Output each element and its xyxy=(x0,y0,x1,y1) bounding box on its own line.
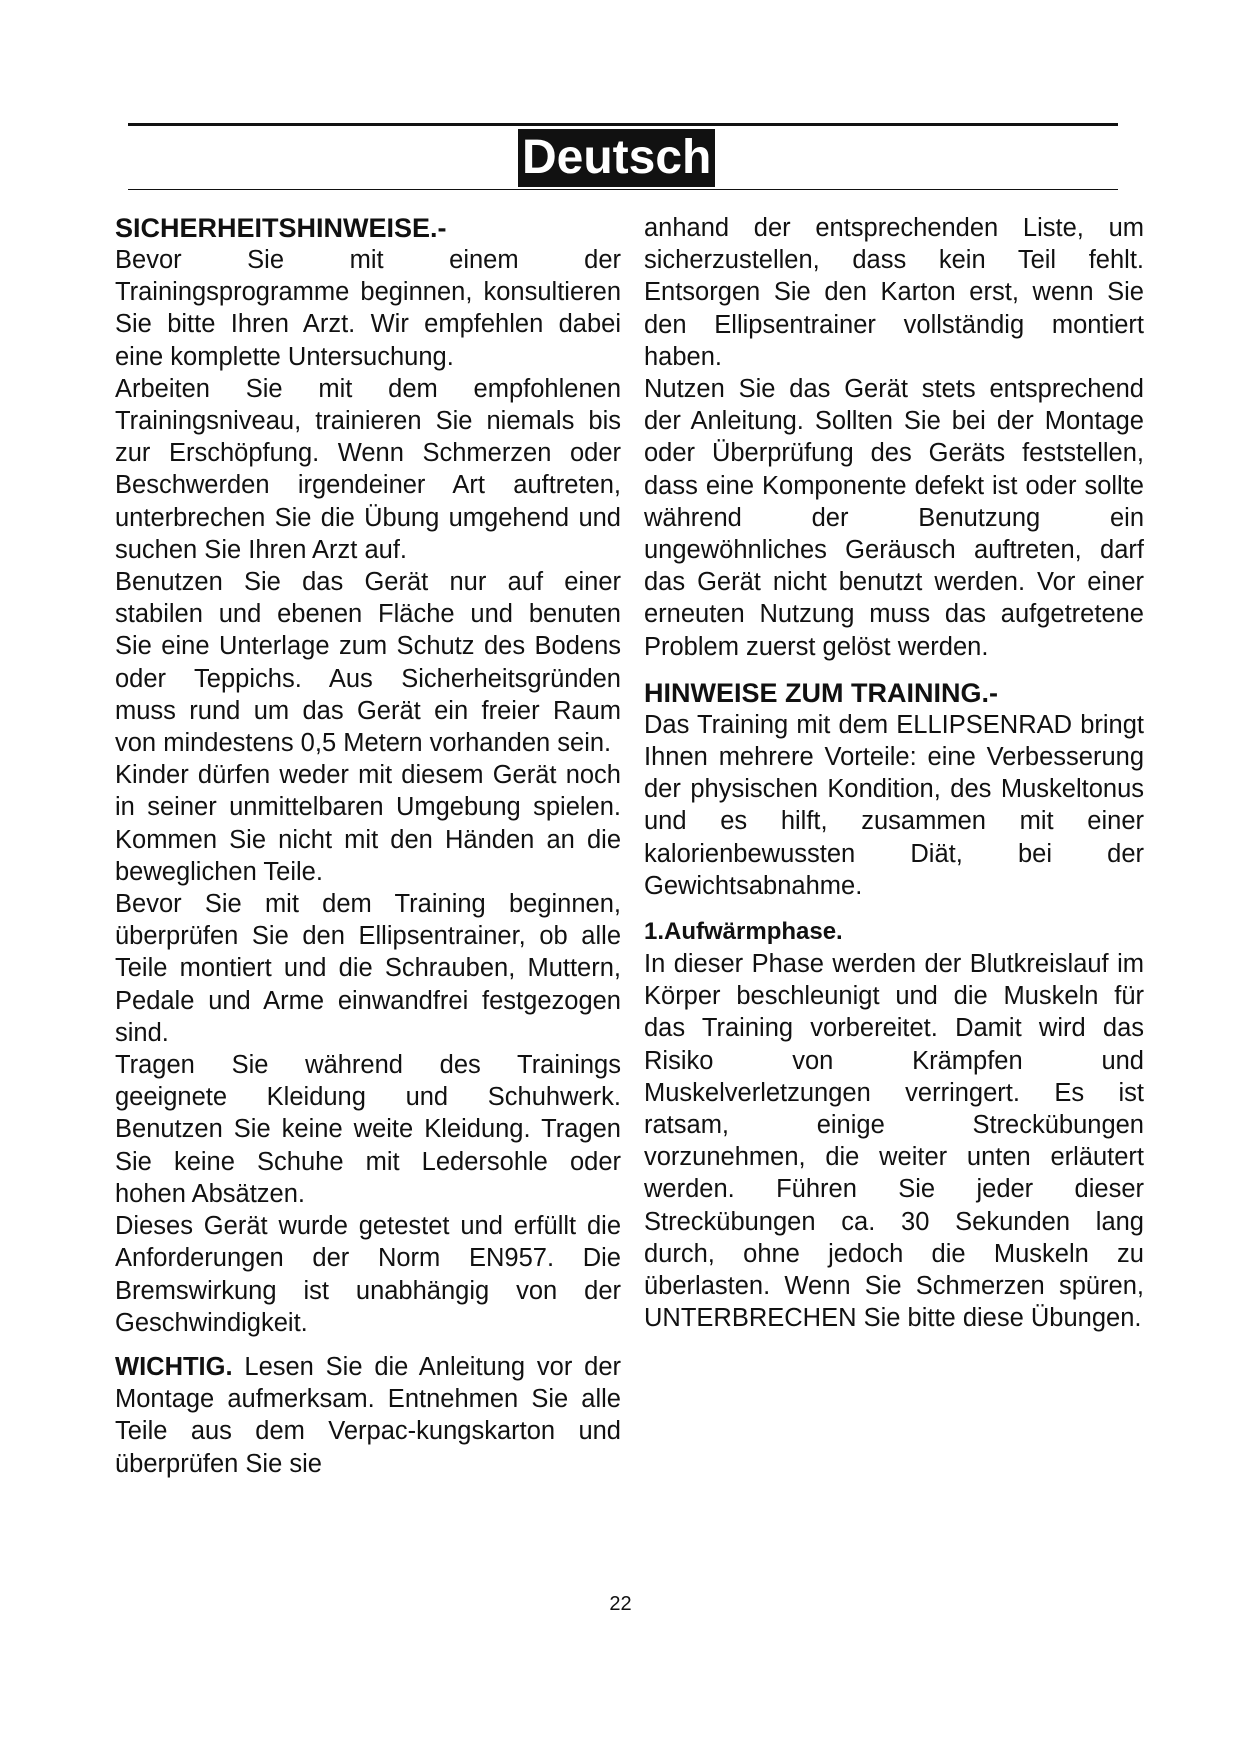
header-bottom-rule xyxy=(128,189,1118,190)
safety-paragraph: Arbeiten Sie mit dem empfohlenen Trainingsniveau, trainieren Sie niemals bis zur Erschöpfung. Wenn Schmerzen oder Beschwerden irgendeiner Art auftreten, unterbrechen Sie die Übung umgehend und suchen Sie Ihren Arzt auf. xyxy=(115,374,621,564)
safety-heading: SICHERHEITSHINWEISE.- xyxy=(115,213,447,243)
left-column xyxy=(115,212,621,1480)
warmup-text: In dieser Phase werden der Blutkreislauf im Körper beschleunigt und die Muskeln für das Training vorbereitet. Damit wird das Risiko von Krämpfen und Muskelverletzungen verringert. Es ist ratsam, einige Streckübungen vorzunehmen, die weiter unten erläutert werden. Führen Sie jeder dieser Streckübungen ca. 30 Sekunden lang durch, ohne jedoch die Muskeln zu überlasten. Wenn Sie Schmerzen spüren, UNTERBRECHEN Sie bitte diese Übungen. xyxy=(644,950,1144,1333)
language-badge: Deutsch xyxy=(518,129,715,187)
right-column xyxy=(644,212,1144,1335)
training-heading: HINWEISE ZUM TRAINING.- xyxy=(644,677,998,708)
safety-paragraph: Dieses Gerät wurde getestet und erfüllt die Anforderungen der Norm EN957. Die Bremswirkung ist unabhängig von der Geschwindigkeit. xyxy=(115,1212,621,1337)
safety-paragraph: Tragen Sie während des Trainings geeignete Kleidung und Schuhwerk. Benutzen Sie keine weite Kleidung. Tragen Sie keine Schuhe mit Ledersohle oder hohen Absätzen. xyxy=(115,1051,621,1208)
warmup-heading: 1.Aufwärmphase. xyxy=(644,918,843,946)
safety-paragraph: Bevor Sie mit dem Training beginnen, überprüfen Sie den Ellipsentrainer, ob alle Teile montiert und die Schrauben, Muttern, Pedale und Arme einwandfrei festgezogen sind. xyxy=(115,890,621,1047)
continuation-paragraph: anhand der entsprechenden Liste, um sicherzustellen, dass kein Teil fehlt. Entsorgen Sie den Karton erst, wenn Sie den Ellipsentrainer vollständig montiert haben. xyxy=(644,214,1144,371)
page-number: 22 xyxy=(609,1593,632,1615)
important-label: WICHTIG. xyxy=(115,1352,233,1381)
safety-paragraph: Kinder dürfen weder mit diesem Gerät noch in seiner unmittelbaren Umgebung spielen. Kommen Sie nicht mit den Händen an die beweglichen Teile. xyxy=(115,761,621,886)
safety-paragraph: Benutzen Sie das Gerät nur auf einer stabilen und ebenen Fläche und benuten Sie eine Unterlage zum Schutz des Bodens oder Teppichs. Aus Sicherheitsgründen muss rund um das Gerät ein freier Raum von mindestens 0,5 Metern vorhanden sein. xyxy=(115,568,621,758)
continuation-paragraph: Nutzen Sie das Gerät stets entsprechend der Anleitung. Sollten Sie bei der Montage oder Überprüfung des Geräts feststellen, dass eine Komponente defekt ist oder sollte während der Benutzung ein ungewöhnliches Geräusch auftreten, darf das Gerät nicht benutzt werden. Vor einer erneuten Nutzung muss das aufgetretene Problem zuerst gelöst werden. xyxy=(644,375,1144,661)
training-intro: Das Training mit dem ELLIPSENRAD bringt Ihnen mehrere Vorteile: eine Verbesserung der physischen Kondition, des Muskeltonus und es hilft, zusammen mit einer kalorienbewussten Diät, bei der Gewichtsabnahme. xyxy=(644,710,1144,900)
important-paragraph xyxy=(115,1351,621,1480)
header-top-rule xyxy=(128,123,1118,126)
safety-paragraph: Bevor Sie mit einem der Trainingsprogramme beginnen, konsultieren Sie bitte Ihren Arzt. Wir empfehlen dabei eine komplette Untersuchung. xyxy=(115,246,621,371)
important-text: Lesen Sie die Anleitung vor der Montage aufmerksam. Entnehmen Sie alle Teile aus dem Verpac-kungskarton und überprüfen Sie sie xyxy=(115,1352,621,1478)
